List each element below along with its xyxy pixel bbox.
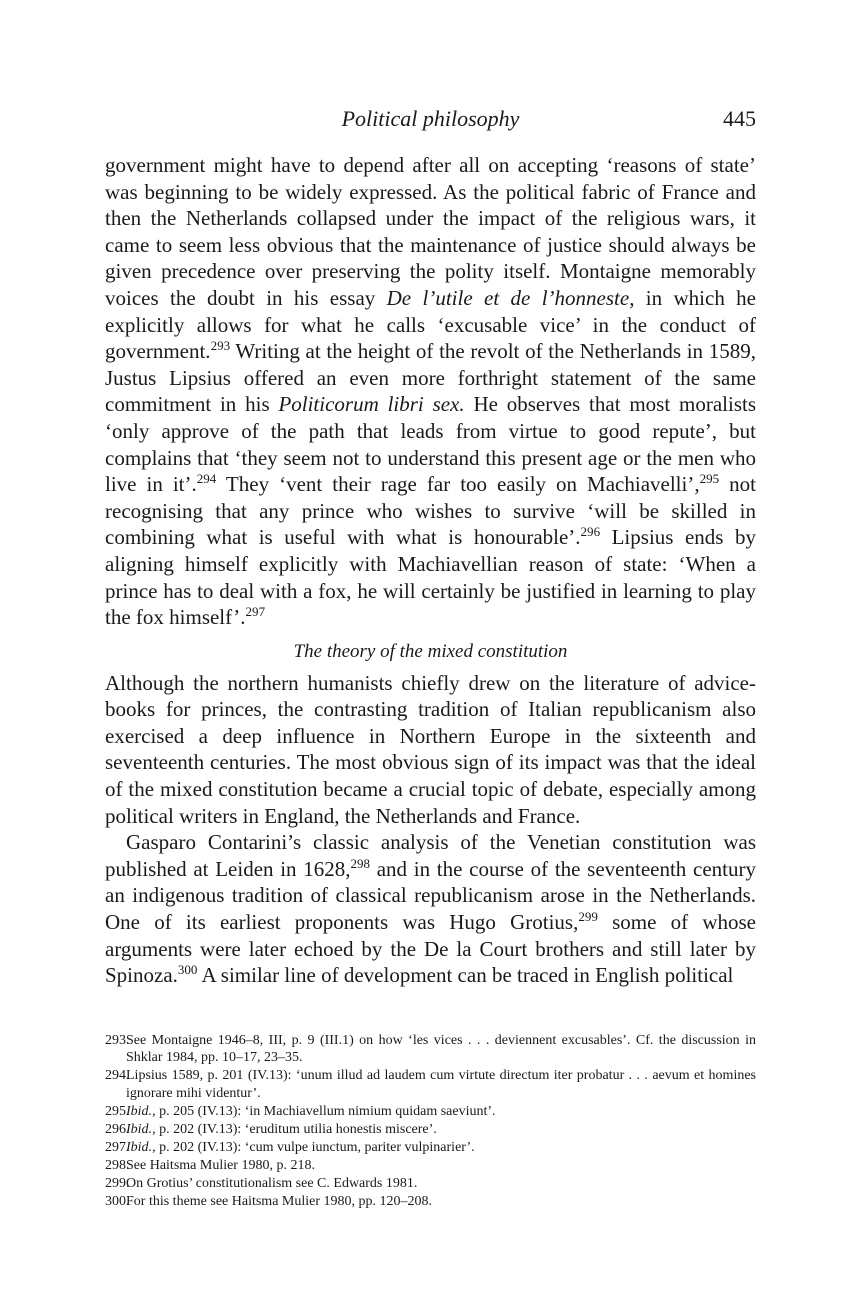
footnote-299	[105, 1175, 756, 1192]
paragraph-1	[105, 152, 756, 631]
text-run: , in which he explicitly allows for what he calls ‘excusable vice’ in the conduct of government.	[105, 285, 756, 364]
footnote-293	[105, 1032, 756, 1067]
book-title: Politicorum libri sex.	[278, 392, 465, 417]
footnote-text: On Grotius’ constitutionalism see C. Edwards 1981.	[126, 1175, 418, 1191]
footnote-number: 297.	[105, 1139, 130, 1155]
text-run: not recognising that any prince who wishes to survive ‘will be skilled in combining what is useful with what is honourable’.	[105, 472, 756, 550]
footnote-text	[126, 1103, 756, 1120]
text-run: Gasparo Contarini’s classic analysis of the Venetian constitution was published at Leiden in 1628,	[105, 830, 756, 881]
footnote-text-run: , p. 202 (IV.13): ‘cum vulpe iunctum, pariter vulpinarier’.	[152, 1139, 475, 1155]
footnote-296	[105, 1121, 756, 1138]
footnotes	[105, 1032, 756, 1211]
footnote-ref-299[interactable]: 299	[578, 908, 598, 924]
section-heading: The theory of the mixed constitution	[293, 640, 568, 662]
text-run: A similar line of development can be traced in English political	[197, 963, 734, 988]
paragraph-3	[105, 829, 756, 989]
footnote-ref-293[interactable]: 293	[210, 338, 231, 354]
footnote-number: 296.	[105, 1121, 130, 1137]
paragraph-2: Although the northern humanists chiefly drew on the literature of advice-books for princes, the contrasting tradition of Italian republicanism also exercised a deep influence in Northern Europe in the sixteenth and seventeenth centuries. The most obvious sign of its impact was that the ideal of the mixed constitution became a crucial topic of debate, especially among political writers in England, the Netherlands and France.	[105, 670, 756, 828]
footnote-number: 294.	[105, 1068, 130, 1084]
text-run: and in the course of the seventeenth century an indigenous tradition of classical republicanism arose in the Netherlands. One of its earliest proponents was Hugo Grotius,	[105, 856, 756, 935]
footnote-text: See Haitsma Mulier 1980, p. 218.	[126, 1157, 315, 1173]
footnote-ref-297[interactable]: 297	[245, 604, 266, 620]
footnote-number: 298.	[105, 1157, 130, 1173]
footnote-number: 300.	[105, 1193, 130, 1209]
ibid-abbrev: Ibid.	[126, 1103, 153, 1119]
footnote-ref-295[interactable]: 295	[699, 471, 720, 487]
text-run: They ‘vent their rage far too easily on Machiavelli’,	[216, 472, 700, 497]
text-run: He observes that most moralists ‘only approve of the path that leads from virtue to good repute’, but complains that ‘they seem not to understand this present age or the men who live in it’.	[105, 392, 756, 497]
footnote-294	[105, 1067, 756, 1102]
body-text	[105, 152, 756, 989]
running-head	[105, 106, 756, 136]
essay-title: De l’utile et de l’honneste	[386, 285, 630, 310]
footnote-text: For this theme see Haitsma Mulier 1980, pp. 120–208.	[126, 1193, 433, 1209]
footnote-number: 293.	[105, 1033, 130, 1048]
footnote-295	[105, 1103, 756, 1120]
footnote-number: 295.	[105, 1103, 130, 1119]
footnote-text: See Montaigne 1946–8, III, p. 9 (III.1) on how ‘les vices . . . deviennent excusables’. Cf. the discussion in Shklar 1984, pp. 10–17, 23–35.	[126, 1033, 756, 1066]
ibid-abbrev: Ibid.	[126, 1139, 153, 1155]
footnote-number: 299.	[105, 1175, 130, 1191]
footnote-298	[105, 1157, 756, 1174]
text-run: Writing at the height of the revolt of the Netherlands in 1589, Justus Lipsius offered an even more forthright statement of the same commitment in his	[105, 339, 756, 417]
text-run: government might have to depend after all on accepting ‘reasons of state’ was beginning to be widely expressed. As the political fabric of France and then the Netherlands collapsed under the impact of the religious wars, it came to seem less obvious that the maintenance of justice should always be given precedence over preserving the polity itself. Montaigne memorably voices the doubt in his essay	[105, 153, 756, 310]
text-run: some of whose arguments were later echoed by the De la Court brothers and still later by Spinoza.	[105, 910, 756, 988]
footnote-text: Lipsius 1589, p. 201 (IV.13): ‘unum illud ad laudem cum virtute directum iter probatur . . . aevum et homines ignorare mihi videntur’.	[126, 1068, 756, 1101]
page-number: 445	[723, 106, 756, 131]
footnote-text	[126, 1139, 756, 1156]
footnote-ref-298[interactable]: 298	[350, 855, 371, 871]
footnote-text	[126, 1121, 756, 1138]
footnote-text-run: , p. 205 (IV.13): ‘in Machiavellum nimium quidam saeviunt’.	[152, 1103, 496, 1119]
running-head-title: Political philosophy	[341, 106, 520, 131]
footnote-ref-300[interactable]: 300	[177, 962, 198, 978]
footnote-300	[105, 1193, 756, 1210]
ibid-abbrev: Ibid.	[126, 1121, 153, 1137]
footnote-ref-294[interactable]: 294	[196, 471, 217, 487]
text-run: Lipsius ends by aligning himself explicitly with Machiavellian reason of state: ‘When a prince has to deal with a fox, he will certainly be justified in learning to play the fox himself’.	[105, 525, 756, 630]
footnote-ref-296[interactable]: 296	[580, 524, 601, 540]
footnote-297	[105, 1139, 756, 1156]
footnote-text-run: , p. 202 (IV.13): ‘eruditum utilia honestis miscere’.	[152, 1121, 437, 1137]
